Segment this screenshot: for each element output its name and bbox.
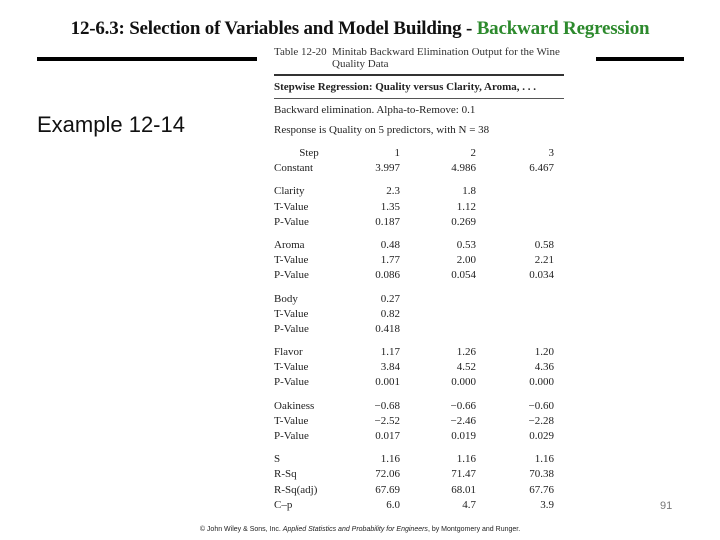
cell: 0.48 — [380, 238, 400, 251]
cell: 1.77 — [380, 254, 400, 267]
cell: 67.69 — [375, 483, 400, 496]
cell: 0.000 — [529, 376, 554, 389]
cell: 1.16 — [534, 453, 554, 466]
copyright-suffix: , by Montgomery and Runger. — [427, 526, 521, 533]
cell: 4.52 — [456, 361, 476, 374]
cell: 4.7 — [462, 498, 476, 511]
cell: 0.187 — [375, 215, 400, 228]
cell: 0.58 — [534, 238, 554, 251]
table-row — [274, 200, 564, 215]
cell: 0.000 — [451, 376, 476, 389]
cell: 2.3 — [386, 185, 400, 198]
table-row — [274, 414, 564, 429]
cell: 71.47 — [451, 468, 476, 481]
copyright-book: Applied Statistics and Probability for Engineers — [282, 526, 428, 533]
cell: 0.017 — [375, 430, 400, 442]
row-label: Constant — [274, 162, 314, 175]
table-row — [274, 322, 564, 337]
table-row — [274, 498, 564, 513]
table-row — [274, 238, 564, 253]
cell: 1.12 — [456, 200, 476, 213]
row-label: C–p — [274, 498, 293, 511]
table-row — [274, 307, 564, 322]
table-body — [274, 176, 564, 513]
table-row — [274, 215, 564, 230]
row-label: P-Value — [274, 376, 309, 389]
title-rule-left — [37, 57, 257, 61]
table-row — [274, 467, 564, 482]
table-row — [274, 399, 564, 414]
table-caption-number: Table 12-20 — [274, 46, 327, 58]
cell: 67.76 — [529, 483, 554, 496]
cell: 0.001 — [375, 376, 400, 389]
copyright-prefix: © John Wiley & Sons, Inc. — [199, 526, 283, 533]
cell: 1.8 — [462, 185, 476, 198]
title-accent: Backward Regression — [476, 18, 650, 39]
row-label: S — [274, 453, 281, 466]
cell: 2 — [470, 147, 476, 159]
row-label: Step — [299, 147, 319, 159]
cell — [476, 184, 554, 199]
row-label: T-Value — [274, 361, 309, 374]
row-label: T-Value — [274, 414, 309, 427]
cell — [400, 307, 476, 322]
row-label: P-Value — [274, 269, 309, 282]
cell: 0.418 — [375, 322, 400, 335]
cell: 72.06 — [375, 468, 400, 481]
table-row — [274, 268, 564, 283]
cell: 2.00 — [456, 254, 476, 267]
cell: −2.52 — [374, 414, 400, 427]
row-label: T-Value — [274, 200, 309, 213]
page-number: 91 — [660, 500, 673, 512]
row-label: Flavor — [274, 346, 303, 359]
copyright-notice — [0, 526, 720, 533]
cell: 2.21 — [534, 254, 554, 267]
cell: 1.26 — [456, 346, 476, 359]
table-row — [274, 452, 564, 467]
row-label: P-Value — [274, 430, 309, 442]
table-row-step — [274, 146, 564, 161]
cell — [400, 322, 476, 337]
table-header-bold: Stepwise Regression: Quality versus Clarity, Aroma, . . . — [274, 81, 537, 93]
table-row — [274, 184, 564, 199]
cell: 4.986 — [451, 162, 476, 175]
cell — [476, 292, 554, 307]
cell: −2.28 — [528, 414, 554, 427]
cell — [400, 292, 476, 307]
cell — [476, 200, 554, 215]
cell: 0.53 — [456, 238, 476, 251]
row-label: T-Value — [274, 307, 309, 320]
title-prefix: 12-6.3: Selection of Variables and Model Building - — [70, 18, 477, 39]
table-row — [274, 253, 564, 268]
cell: 0.82 — [380, 307, 400, 320]
cell: 3 — [548, 147, 554, 159]
cell — [476, 322, 554, 337]
cell: 1.16 — [380, 453, 400, 466]
row-label: R-Sq(adj) — [274, 483, 318, 496]
row-label: Aroma — [274, 238, 305, 251]
table-header-rule — [274, 98, 564, 99]
cell: 0.029 — [529, 430, 554, 442]
table-caption-text: Minitab Backward Elimination Output for the Wine Quality Data — [332, 46, 560, 70]
table-row-constant — [274, 161, 564, 176]
row-label: R-Sq — [274, 468, 297, 481]
cell: 0.019 — [451, 430, 476, 442]
table-header-line2: Backward elimination. Alpha-to-Remove: 0.1 — [274, 104, 476, 116]
table-row — [274, 345, 564, 360]
cell — [476, 215, 554, 230]
example-label: Example 12-14 — [37, 112, 185, 137]
cell: 0.054 — [451, 269, 476, 282]
table-row — [274, 292, 564, 307]
cell: 0.086 — [375, 269, 400, 282]
row-label: P-Value — [274, 215, 309, 228]
cell: 6.467 — [529, 162, 554, 175]
cell: 0.27 — [380, 292, 400, 305]
table-row — [274, 429, 564, 444]
cell: 1.17 — [380, 346, 400, 359]
cell: 3.84 — [380, 361, 400, 374]
cell: −2.46 — [450, 414, 476, 427]
table-row — [274, 375, 564, 390]
cell: 3.997 — [375, 162, 400, 175]
cell: −0.60 — [528, 399, 554, 412]
title-rule-right — [596, 57, 684, 61]
cell: 68.01 — [451, 483, 476, 496]
cell: 1 — [394, 147, 400, 159]
row-label: Clarity — [274, 185, 305, 198]
cell: 0.269 — [451, 215, 476, 228]
cell: 70.38 — [529, 468, 554, 481]
cell: 1.20 — [534, 346, 554, 359]
table-top-rule — [274, 74, 564, 76]
cell: −0.66 — [450, 399, 476, 412]
cell: 1.16 — [456, 453, 476, 466]
slide-title — [0, 18, 720, 40]
row-label: T-Value — [274, 254, 309, 267]
cell: 1.35 — [380, 200, 400, 213]
table-row — [274, 360, 564, 375]
cell: −0.68 — [374, 399, 400, 412]
table-caption — [274, 46, 564, 70]
table-row — [274, 483, 564, 498]
cell: 3.9 — [540, 498, 554, 511]
row-label: Body — [274, 292, 298, 305]
minitab-output-table — [274, 46, 564, 513]
table-header-line3: Response is Quality on 5 predictors, with N = 38 — [274, 124, 490, 136]
cell: 4.36 — [534, 361, 554, 374]
cell: 0.034 — [529, 269, 554, 282]
row-label: Oakiness — [274, 399, 315, 412]
cell — [476, 307, 554, 322]
cell: 6.0 — [386, 498, 400, 511]
row-label: P-Value — [274, 322, 309, 335]
